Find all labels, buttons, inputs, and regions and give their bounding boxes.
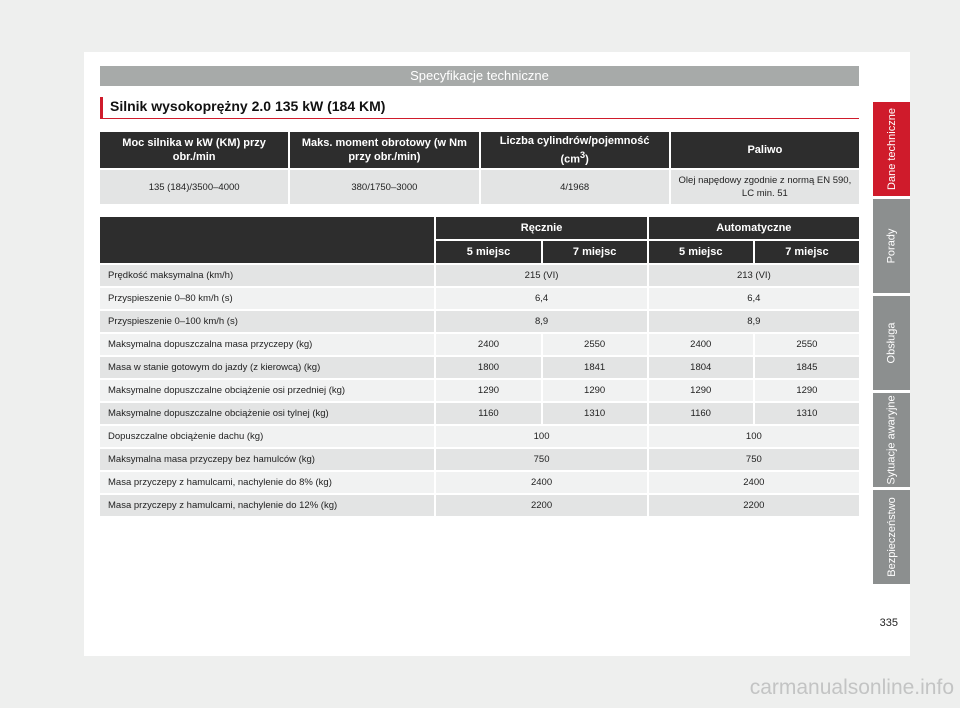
table-row [100, 472, 859, 493]
row-value: 2400 [649, 334, 753, 355]
header-cylinders [481, 132, 669, 168]
side-tab-bezpieczenstwo[interactable] [873, 490, 910, 584]
row-value: 1804 [649, 357, 753, 378]
row-value: 1160 [436, 403, 540, 424]
side-tab-label: Dane techniczne [885, 108, 898, 190]
row-value: 1310 [755, 403, 859, 424]
row-value: 1160 [649, 403, 753, 424]
table-row [100, 288, 859, 309]
row-label: Przyspieszenie 0–100 km/h (s) [100, 311, 434, 332]
row-label: Masa w stanie gotowym do jazdy (z kierowcą) (kg) [100, 357, 434, 378]
row-value: 1290 [543, 380, 647, 401]
row-value-manual: 100 [436, 426, 646, 447]
header-seats: 7 miejsc [543, 241, 647, 263]
row-label: Dopuszczalne obciążenie dachu (kg) [100, 426, 434, 447]
row-value-auto: 8,9 [649, 311, 859, 332]
row-label: Prędkość maksymalna (km/h) [100, 265, 434, 286]
cell-cylinders: 4/1968 [481, 170, 669, 204]
table-row [100, 170, 859, 204]
header-blank [100, 217, 434, 263]
table-row [100, 357, 859, 378]
table-row [100, 426, 859, 447]
row-label: Maksymalne dopuszczalne obciążenie osi tylnej (kg) [100, 403, 434, 424]
row-value: 1290 [436, 380, 540, 401]
row-label: Maksymalna masa przyczepy bez hamulców (kg) [100, 449, 434, 470]
row-value-auto: 750 [649, 449, 859, 470]
row-value-manual: 215 (VI) [436, 265, 646, 286]
row-value: 1841 [543, 357, 647, 378]
header-cylinders-close: ) [585, 153, 589, 166]
row-value: 2550 [543, 334, 647, 355]
side-tab-label: Bezpieczeństwo [885, 497, 898, 577]
side-tab-porady[interactable] [873, 199, 910, 293]
row-value: 2550 [755, 334, 859, 355]
header-fuel: Paliwo [671, 132, 859, 168]
header-seats: 5 miejsc [649, 241, 753, 263]
cell-fuel: Olej napędowy zgodnie z normą EN 590, LC min. 51 [671, 170, 859, 204]
table-row [100, 311, 859, 332]
row-label: Masa przyczepy z hamulcami, nachylenie do 8% (kg) [100, 472, 434, 493]
table-row [100, 403, 859, 424]
row-value-manual: 750 [436, 449, 646, 470]
header-seats: 5 miejsc [436, 241, 540, 263]
row-value-auto: 213 (VI) [649, 265, 859, 286]
table-row [100, 380, 859, 401]
row-value-manual: 2200 [436, 495, 646, 516]
cell-torque: 380/1750–3000 [290, 170, 478, 204]
header-torque: Maks. moment obrotowy (w Nm przy obr./min) [290, 132, 478, 168]
row-label: Masa przyczepy z hamulcami, nachylenie do 12% (kg) [100, 495, 434, 516]
side-tab-dane-techniczne[interactable] [873, 102, 910, 196]
row-value-manual: 8,9 [436, 311, 646, 332]
row-value-auto: 100 [649, 426, 859, 447]
row-value: 1290 [649, 380, 753, 401]
watermark-text: carmanualsonline.info [749, 676, 954, 699]
row-value: 1290 [755, 380, 859, 401]
row-value-auto: 6,4 [649, 288, 859, 309]
side-tab-label: Obsługa [885, 322, 898, 364]
side-tab-sytuacje-awaryjne[interactable] [873, 393, 910, 487]
header-manual: Ręcznie [436, 217, 646, 239]
row-value-manual: 6,4 [436, 288, 646, 309]
row-value-manual: 2400 [436, 472, 646, 493]
side-tab-label: Sytuacje awaryjne [885, 395, 898, 485]
performance-table [98, 215, 861, 518]
page-header: Specyfikacje techniczne [100, 66, 859, 86]
table-row [100, 334, 859, 355]
table-row [100, 449, 859, 470]
header-cylinders-sup: 3 [580, 149, 586, 160]
header-cylinders-text: Liczba cylindrów/pojemność (cm [499, 134, 650, 166]
row-value: 1845 [755, 357, 859, 378]
engine-spec-table [98, 130, 861, 206]
header-seats: 7 miejsc [755, 241, 859, 263]
table-row [100, 265, 859, 286]
header-power: Moc silnika w kW (KM) przy obr./min [100, 132, 288, 168]
row-label: Maksymalna dopuszczalna masa przyczepy (kg) [100, 334, 434, 355]
header-automatic: Automatyczne [649, 217, 859, 239]
row-value: 1800 [436, 357, 540, 378]
table-row [100, 495, 859, 516]
side-tab-obsluga[interactable] [873, 296, 910, 390]
row-value: 2400 [436, 334, 540, 355]
row-label: Przyspieszenie 0–80 km/h (s) [100, 288, 434, 309]
row-value-auto: 2400 [649, 472, 859, 493]
row-value: 1310 [543, 403, 647, 424]
row-value-auto: 2200 [649, 495, 859, 516]
cell-power: 135 (184)/3500–4000 [100, 170, 288, 204]
page-number: 335 [879, 617, 898, 629]
row-label: Maksymalne dopuszczalne obciążenie osi przedniej (kg) [100, 380, 434, 401]
side-tab-label: Porady [885, 228, 898, 264]
section-title: Silnik wysokoprężny 2.0 135 kW (184 KM) [100, 97, 859, 119]
